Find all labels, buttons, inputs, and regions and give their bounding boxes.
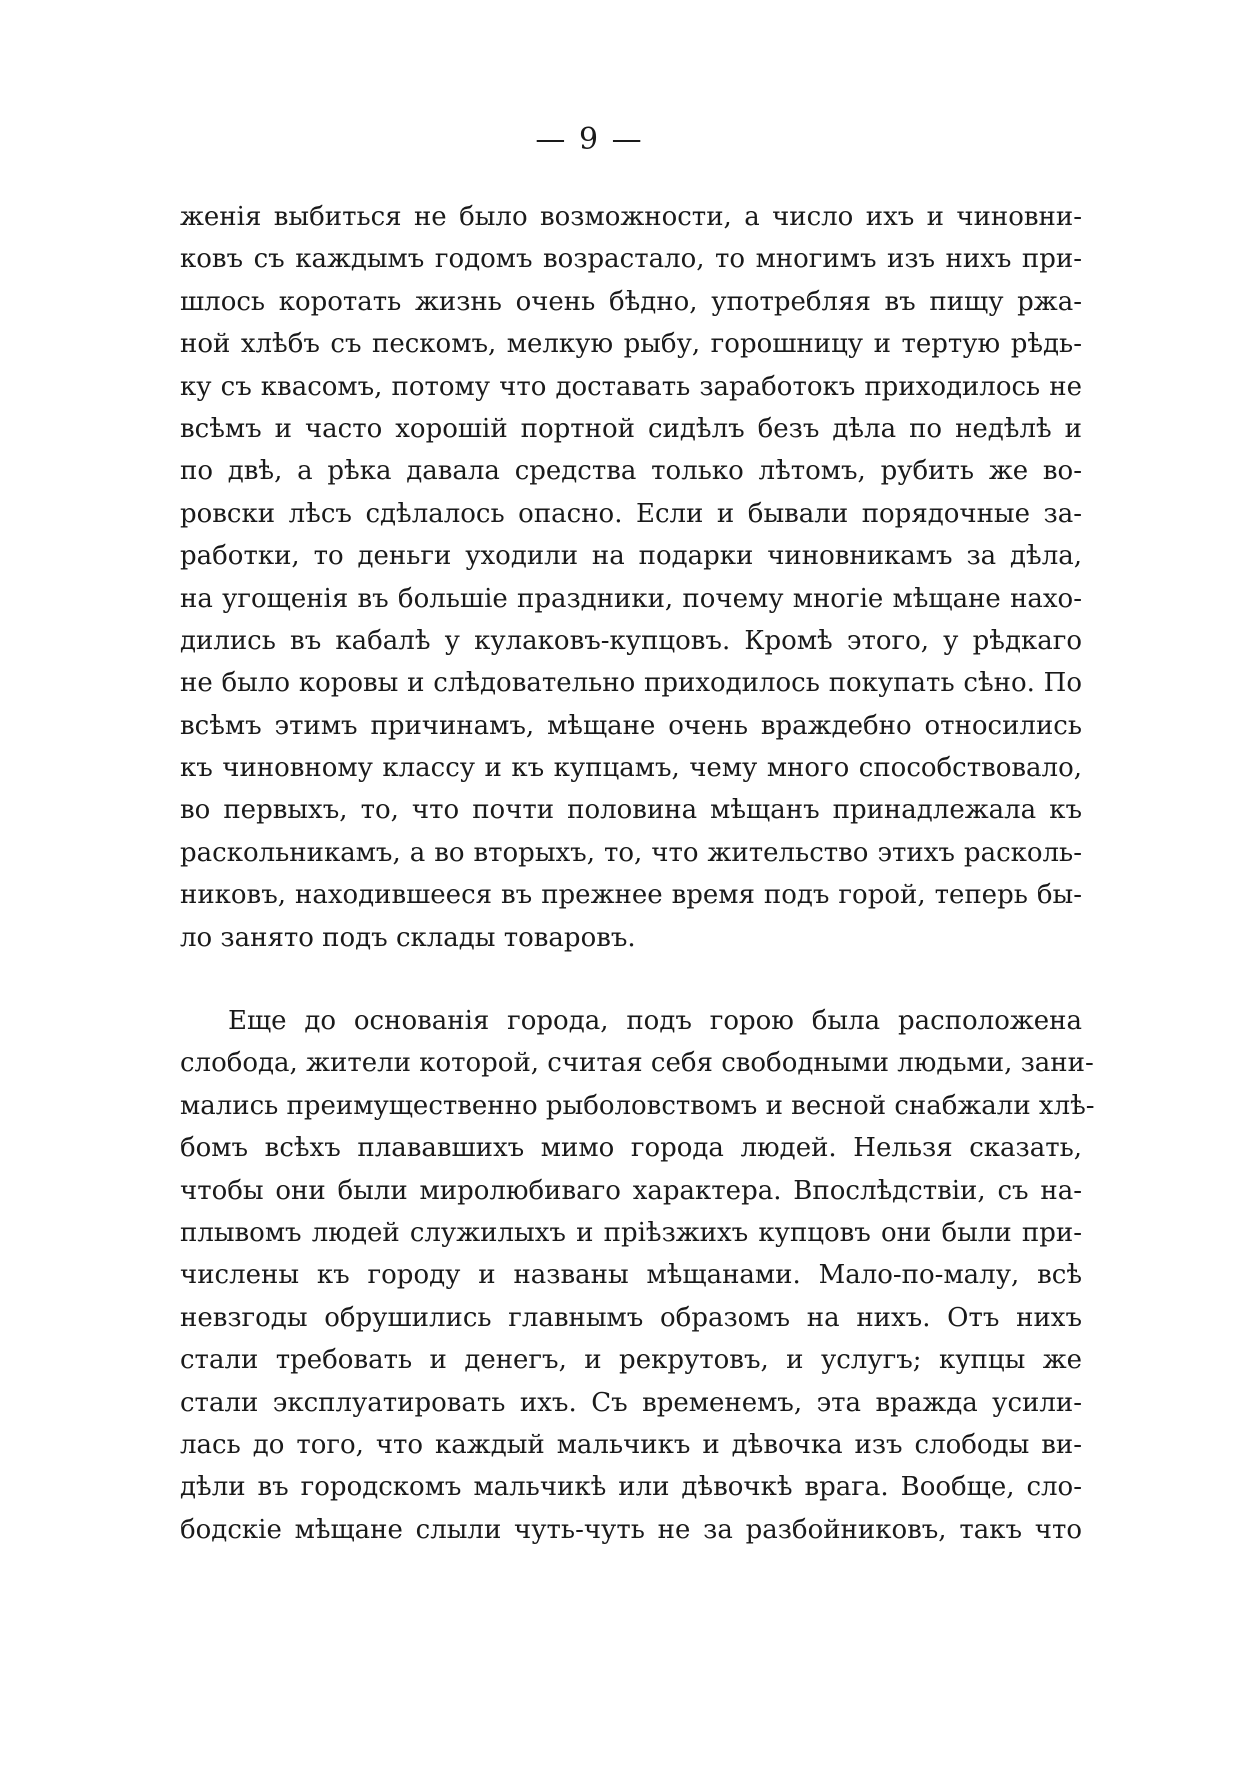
text-line: невзгоды обрушились главнымъ образомъ на нихъ. Отъ нихъ [180,1302,1082,1333]
paragraph-2 [180,1000,1095,1551]
text-line: раскольникамъ, а во вторыхъ, то, что жительство этихъ расколь- [180,837,1082,868]
text-line: бомъ всѣхъ плававшихъ мимо города людей. Нельзя сказать, [180,1133,1082,1164]
text-line: по двѣ, а рѣка давала средства только лѣтомъ, рубить же во- [180,456,1082,487]
text-line: ло занято подъ склады товаровъ. [180,922,636,953]
text-line: слобода, жители которой, считая себя свободными людьми, зани- [180,1048,1094,1079]
text-line: не было коровы и слѣдовательно приходилось покупать сѣно. По [180,668,1082,699]
text-line: дѣли въ городскомъ мальчикѣ или дѣвочкѣ врага. Вообще, сло- [180,1472,1082,1503]
text-line: къ чиновному классу и къ купцамъ, чему много способствовало, [180,753,1082,784]
text-line: ковъ съ каждымъ годомъ возрастало, то многимъ изъ нихъ при- [180,244,1082,275]
text-line: чтобы они были миролюбиваго характера. Впослѣдствіи, съ на- [180,1175,1082,1206]
page-number: — 9 — [535,122,644,157]
text-line: дились въ кабалѣ у кулаковъ-купцовъ. Кромѣ этого, у рѣдкаго [180,625,1082,656]
text-line: мались преимущественно рыболовствомъ и весной снабжали хлѣ- [180,1090,1095,1121]
text-line: работки, то деньги уходили на подарки чиновникамъ за дѣла, [180,541,1082,572]
text-line: никовъ, находившееся въ прежнее время подъ горой, теперь бы- [180,880,1082,911]
text-line: женія выбиться не было возможности, а число ихъ и чиновни- [180,202,1082,232]
text-line: плывомъ людей служилыхъ и пріѣзжихъ купцовъ они были при- [180,1217,1082,1248]
text-line: всѣмъ этимъ причинамъ, мѣщане очень враждебно относились [180,710,1082,741]
text-line: стали эксплуатировать ихъ. Съ временемъ, эта вражда усили- [180,1387,1082,1418]
text-line: ку съ квасомъ, потому что доставать заработокъ приходилось не [180,371,1082,402]
text-line: ровски лѣсъ сдѣлалось опасно. Если и бывали порядочные за- [180,498,1082,529]
text-line: стали требовать и денегъ, и рекрутовъ, и услугъ; купцы же [180,1345,1082,1376]
text-line: Еще до основанія города, подъ горою была расположена [228,1006,1082,1036]
text-line: на угощенія въ большіе праздники, почему многіе мѣщане нахо- [180,583,1082,614]
text-line: ной хлѣбъ съ пескомъ, мелкую рыбу, горошницу и тертую рѣдь- [180,329,1082,360]
text-line: во первыхъ, то, что почти половина мѣщанъ принадлежала къ [180,795,1082,826]
text-line: всѣмъ и часто хорошій портной сидѣлъ безъ дѣла по недѣлѣ и [180,413,1082,444]
text-line: числены къ городу и названы мѣщанами. Мало-по-малу, всѣ [180,1260,1082,1291]
text-line: бодскіе мѣщане слыли чуть-чуть не за разбойниковъ, такъ что [180,1514,1082,1545]
text-line: шлось коротать жизнь очень бѣдно, употребляя въ пищу ржа- [180,286,1082,317]
text-line: лась до того, что каждый мальчикъ и дѣвочка изъ слободы ви- [180,1429,1082,1460]
paragraph-1 [180,196,1082,959]
